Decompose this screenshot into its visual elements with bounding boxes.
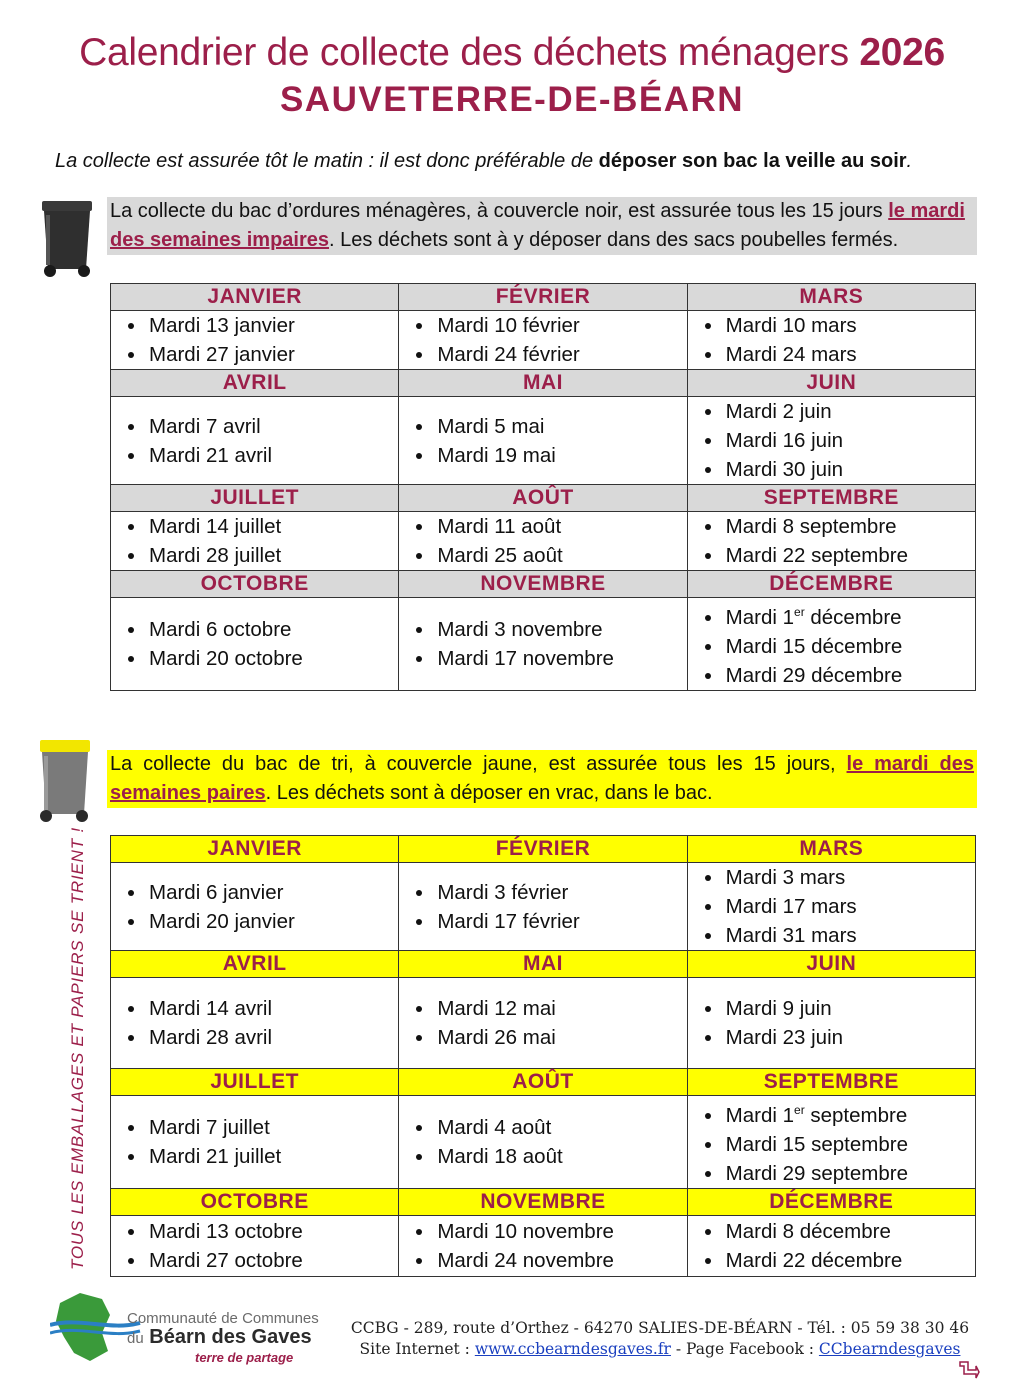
collection-date: • Mardi 24 novembre <box>435 1246 686 1275</box>
collection-date: • Mardi 19 mai <box>435 441 686 470</box>
month-header: MAI <box>399 370 687 397</box>
collection-date: • Mardi 27 octobre <box>147 1246 398 1275</box>
month-header: NOVEMBRE <box>399 1188 687 1215</box>
month-dates <box>687 1096 975 1189</box>
dates-row <box>111 1215 976 1276</box>
collection-date: • Mardi 1er septembre <box>724 1096 975 1130</box>
collection-date: • Mardi 23 juin <box>724 1023 975 1052</box>
black-bin-description: La collecte du bac d’ordures ménagères, à couvercle noir, est assurée tous les 15 jours le mardi des semaines impaires. Les déchets sont à y déposer dans des sacs poubelles fermés. <box>107 197 977 255</box>
collection-date: • Mardi 8 décembre <box>724 1217 975 1246</box>
side-note: TOUS LES EMBALLAGES ET PAPIERS SE TRIENT ! <box>68 827 87 1270</box>
month-header: JANVIER <box>111 836 399 863</box>
logo-line1: Communauté de Communes <box>127 1310 319 1327</box>
month-header: SEPTEMBRE <box>687 1069 975 1096</box>
collection-date: • Mardi 10 février <box>435 311 686 340</box>
month-header: JUILLET <box>111 1069 399 1096</box>
month-dates <box>687 1215 975 1276</box>
collection-date: • Mardi 14 juillet <box>147 512 398 541</box>
collection-date: • Mardi 15 décembre <box>724 632 975 661</box>
collection-date: • Mardi 24 février <box>435 340 686 369</box>
commune-name: SAUVETERRE-DE-BÉARN <box>279 80 745 119</box>
collection-date: • Mardi 9 juin <box>724 994 975 1023</box>
collection-date: • Mardi 5 mai <box>435 412 686 441</box>
collection-date: • Mardi 17 novembre <box>435 644 686 673</box>
month-header: AOÛT <box>399 1069 687 1096</box>
collection-date: • Mardi 29 décembre <box>724 661 975 690</box>
month-dates <box>687 397 975 485</box>
collection-date: • Mardi 13 octobre <box>147 1217 398 1246</box>
collection-date: • Mardi 22 décembre <box>724 1246 975 1275</box>
month-dates <box>111 978 399 1069</box>
month-dates <box>399 1215 687 1276</box>
collection-date: • Mardi 20 janvier <box>147 907 398 936</box>
collection-date: • Mardi 7 avril <box>147 412 398 441</box>
month-header: AOÛT <box>399 485 687 512</box>
collection-date: • Mardi 1er décembre <box>724 598 975 632</box>
collection-date: • Mardi 28 juillet <box>147 541 398 570</box>
collection-date: • Mardi 13 janvier <box>147 311 398 340</box>
month-dates <box>399 1096 687 1189</box>
month-header-row <box>111 951 976 978</box>
yellow-bin-description: La collecte du bac de tri, à couvercle jaune, est assurée tous les 15 jours, le mardi des semaines paires. Les déchets sont à déposer en vrac, dans le bac. <box>107 750 977 808</box>
month-dates <box>687 311 975 370</box>
month-header: OCTOBRE <box>111 1188 399 1215</box>
month-header: FÉVRIER <box>399 836 687 863</box>
month-header: AVRIL <box>111 951 399 978</box>
collection-date: • Mardi 22 septembre <box>724 541 975 570</box>
collection-date: • Mardi 27 janvier <box>147 340 398 369</box>
collection-date: • Mardi 11 août <box>435 512 686 541</box>
month-dates <box>111 397 399 485</box>
month-header: NOVEMBRE <box>399 571 687 598</box>
page-arrow-icon <box>958 1360 980 1380</box>
footer: CCBG - 289, route d’Orthez - 64270 SALIES-DE-BÉARN - Tél. : 05 59 38 30 46 Site Internet : www.ccbearndesgaves.fr - Page Facebook : CCbearndesgaves <box>330 1318 990 1360</box>
collection-date: • Mardi 6 octobre <box>147 615 398 644</box>
month-header-row <box>111 284 976 311</box>
collection-date: • Mardi 8 septembre <box>724 512 975 541</box>
month-dates <box>399 512 687 571</box>
month-header: DÉCEMBRE <box>687 571 975 598</box>
month-dates <box>399 397 687 485</box>
collection-date: • Mardi 10 novembre <box>435 1217 686 1246</box>
collection-date: • Mardi 2 juin <box>724 397 975 426</box>
month-dates <box>687 863 975 951</box>
yellow-bin-calendar <box>110 835 976 1277</box>
dates-row <box>111 1096 976 1189</box>
footer-address: CCBG - 289, route d’Orthez - 64270 SALIES-DE-BÉARN - Tél. : 05 59 38 30 46 <box>350 1319 970 1337</box>
month-dates <box>399 598 687 691</box>
collection-date: • Mardi 21 juillet <box>147 1142 398 1171</box>
collection-date: • Mardi 3 mars <box>724 863 975 892</box>
facebook-link[interactable]: CCbearndesgaves <box>818 1340 961 1358</box>
month-header: FÉVRIER <box>399 284 687 311</box>
month-dates <box>687 598 975 691</box>
month-header: DÉCEMBRE <box>687 1188 975 1215</box>
month-header: JUILLET <box>111 485 399 512</box>
month-header: SEPTEMBRE <box>687 485 975 512</box>
collection-date: • Mardi 14 avril <box>147 994 398 1023</box>
page-title: Calendrier de collecte des déchets ménagers 2026 <box>79 31 945 74</box>
month-dates <box>111 598 399 691</box>
black-bin-calendar <box>110 283 976 691</box>
intro-text: La collecte est assurée tôt le matin : il est donc préférable de déposer son bac la veille au soir. <box>55 150 913 172</box>
logo-tagline: terre de partage <box>195 1350 294 1365</box>
dates-row <box>111 863 976 951</box>
collection-date: • Mardi 31 mars <box>724 921 975 950</box>
month-header: AVRIL <box>111 370 399 397</box>
month-dates <box>111 863 399 951</box>
month-header: JUIN <box>687 370 975 397</box>
dates-row <box>111 512 976 571</box>
collection-date: • Mardi 3 novembre <box>435 615 686 644</box>
month-header: MARS <box>687 836 975 863</box>
collection-date: • Mardi 21 avril <box>147 441 398 470</box>
collection-date: • Mardi 17 mars <box>724 892 975 921</box>
dates-row <box>111 311 976 370</box>
collection-date: • Mardi 3 février <box>435 878 686 907</box>
month-dates <box>399 863 687 951</box>
month-dates <box>111 311 399 370</box>
month-header: OCTOBRE <box>111 571 399 598</box>
collection-date: • Mardi 18 août <box>435 1142 686 1171</box>
collection-date: • Mardi 12 mai <box>435 994 686 1023</box>
collection-date: • Mardi 28 avril <box>147 1023 398 1052</box>
month-header-row <box>111 1069 976 1096</box>
collection-date: • Mardi 20 octobre <box>147 644 398 673</box>
logo-line2: du Béarn des Gaves <box>127 1326 312 1348</box>
collection-date: • Mardi 6 janvier <box>147 878 398 907</box>
month-dates <box>111 512 399 571</box>
collection-date: • Mardi 4 août <box>435 1113 686 1142</box>
dates-row <box>111 978 976 1069</box>
month-dates <box>399 978 687 1069</box>
month-dates <box>687 512 975 571</box>
collection-date: • Mardi 30 juin <box>724 455 975 484</box>
dates-row <box>111 598 976 691</box>
month-header: MAI <box>399 951 687 978</box>
collection-date: • Mardi 29 septembre <box>724 1159 975 1188</box>
yellow-bin-icon <box>34 738 96 824</box>
month-header-row <box>111 485 976 512</box>
month-dates <box>111 1096 399 1189</box>
month-header-row <box>111 836 976 863</box>
month-header: JANVIER <box>111 284 399 311</box>
month-dates <box>399 311 687 370</box>
website-link[interactable]: www.ccbearndesgaves.fr <box>474 1340 671 1358</box>
collection-date: • Mardi 10 mars <box>724 311 975 340</box>
collection-date: • Mardi 15 septembre <box>724 1130 975 1159</box>
month-header: JUIN <box>687 951 975 978</box>
month-header-row <box>111 571 976 598</box>
collection-date: • Mardi 24 mars <box>724 340 975 369</box>
dates-row <box>111 397 976 485</box>
collection-date: • Mardi 26 mai <box>435 1023 686 1052</box>
month-header: MARS <box>687 284 975 311</box>
collection-date: • Mardi 17 février <box>435 907 686 936</box>
collection-date: • Mardi 25 août <box>435 541 686 570</box>
collection-date: • Mardi 7 juillet <box>147 1113 398 1142</box>
collection-date: • Mardi 16 juin <box>724 426 975 455</box>
month-dates <box>687 978 975 1069</box>
black-bin-icon <box>36 197 98 279</box>
month-header-row <box>111 370 976 397</box>
month-dates <box>111 1215 399 1276</box>
month-header-row <box>111 1188 976 1215</box>
